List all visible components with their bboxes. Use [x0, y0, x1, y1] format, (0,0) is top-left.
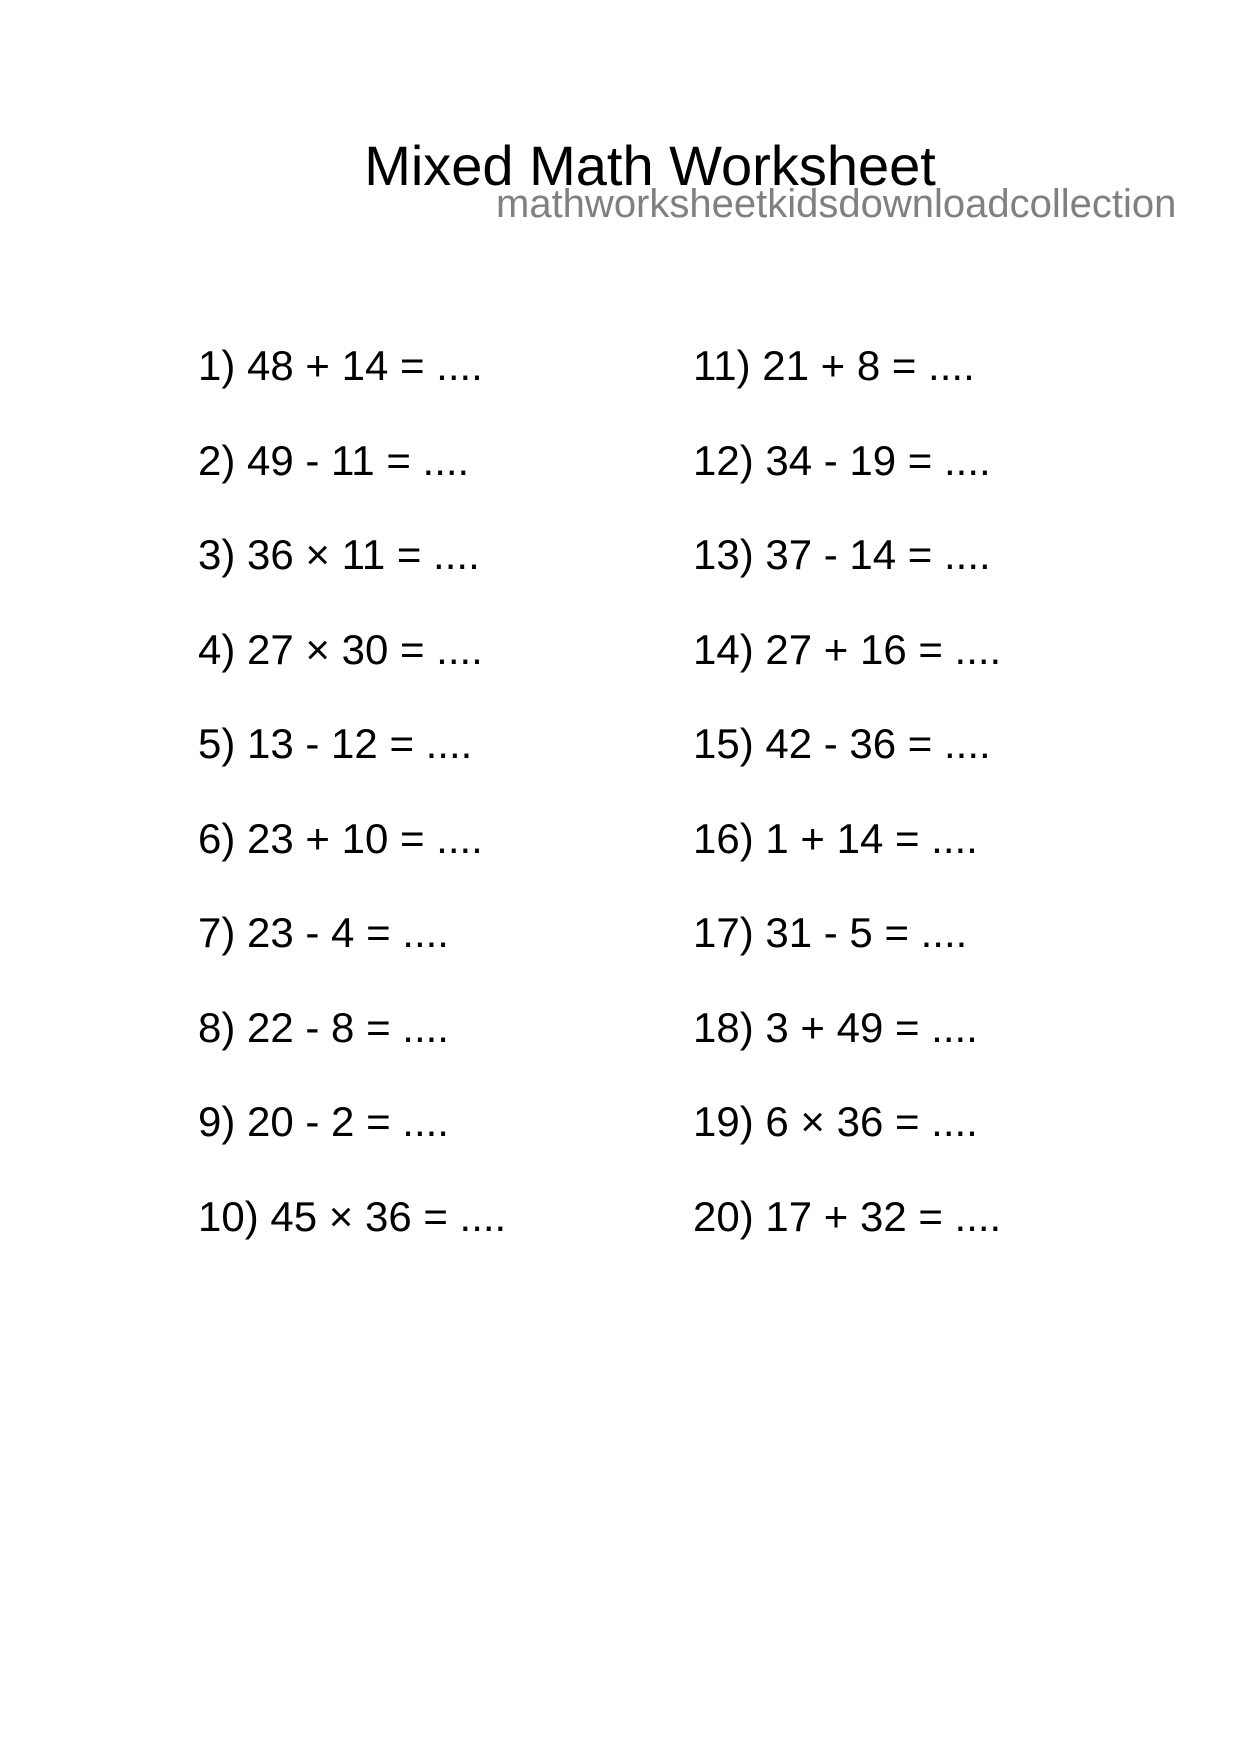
problem-15: 15) 42 - 36 = ....	[693, 720, 991, 767]
problem-12: 12) 34 - 19 = ....	[693, 436, 991, 484]
problem-19: 19) 6 × 36 = ....	[693, 1098, 978, 1145]
problem-10: 10) 45 × 36 = ....	[198, 1192, 507, 1240]
problem-5: 5) 13 - 12 = ....	[198, 720, 473, 767]
problem-1: 1) 48 + 14 = ....	[198, 342, 483, 389]
problem-11: 11) 21 + 8 = ....	[693, 342, 975, 389]
problem-3: 3) 36 × 11 = ....	[198, 531, 480, 578]
problem-9: 9) 20 - 2 = ....	[198, 1098, 449, 1145]
problem-17: 17) 31 - 5 = ....	[693, 909, 968, 956]
problem-8: 8) 22 - 8 = ....	[198, 1003, 449, 1051]
problem-7: 7) 23 - 4 = ....	[198, 909, 449, 956]
problem-2: 2) 49 - 11 = ....	[198, 436, 470, 484]
problem-list-left	[198, 342, 506, 1287]
problem-16: 16) 1 + 14 = ....	[693, 814, 978, 862]
problem-list-right	[693, 342, 1001, 1287]
problem-4: 4) 27 × 30 = ....	[198, 625, 483, 673]
problem-20: 20) 17 + 32 = ....	[693, 1192, 1002, 1240]
problem-14: 14) 27 + 16 = ....	[693, 625, 1002, 673]
problem-6: 6) 23 + 10 = ....	[198, 814, 483, 862]
problem-13: 13) 37 - 14 = ....	[693, 531, 991, 578]
problem-18: 18) 3 + 49 = ....	[693, 1003, 978, 1051]
page-title: Mixed Math Worksheet	[364, 133, 936, 197]
watermark-text: mathworksheetkidsdownloadcollection	[496, 182, 1177, 226]
